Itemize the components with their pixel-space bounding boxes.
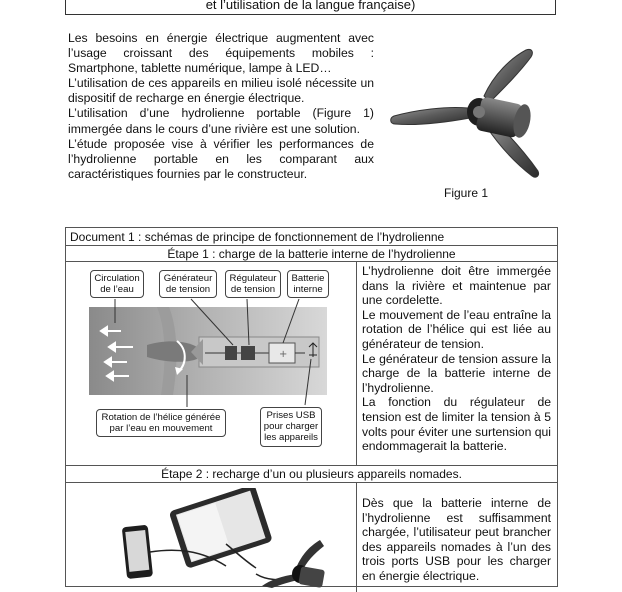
table-divider bbox=[66, 482, 557, 483]
etape1-paragraph: Le mouvement de l’eau entraîne la rotation de l’hélice qui est liée au générateur de tension. bbox=[362, 307, 551, 351]
intro-paragraph: L’utilisation d’une hydrolienne portable (Figure 1) immergée dans le cours d’une rivière est une solution. bbox=[68, 106, 374, 136]
etape1-paragraph: L’hydrolienne doit être immergée dans la rivière et maintenue par une cordelette. bbox=[362, 264, 551, 308]
document-title: Document 1 : schémas de principe de fonctionnement de l’hydrolienne bbox=[70, 230, 445, 244]
hydrolienne-figure bbox=[386, 44, 556, 184]
document-table bbox=[65, 227, 558, 587]
etape1-paragraph: Le générateur de tension assure la charge de la batterie interne de l’hydrolienne. bbox=[362, 351, 551, 395]
callout-generateur: Générateur de tension bbox=[159, 270, 217, 298]
callout-circulation: Circulation de l’eau bbox=[90, 270, 144, 298]
etape2-text bbox=[362, 496, 551, 584]
table-divider bbox=[66, 465, 557, 466]
etape2-heading: Étape 2 : recharge d’un ou plusieurs appareils nomades. bbox=[161, 467, 462, 481]
table-divider bbox=[66, 261, 557, 262]
table-divider bbox=[66, 245, 557, 246]
etape1-paragraph: La fonction du régulateur de tension est de limiter la tension à 5 volts pour éviter une surtension qui endommagerait la batterie. bbox=[362, 395, 552, 454]
callout-regulateur: Régulateur de tension bbox=[225, 270, 281, 298]
intro-text bbox=[68, 31, 374, 182]
callout-rotation: Rotation de l’hélice générée par l’eau en mouvement bbox=[96, 409, 226, 437]
intro-paragraph: L’étude proposée vise à vérifier les performances de l’hydrolienne portable en les comparant aux caractéristiques fournies par le constructeur. bbox=[68, 136, 374, 181]
intro-paragraph: L’utilisation de ces appareils en milieu isolé nécessite un dispositif de recharge en énergie électrique. bbox=[68, 76, 374, 106]
etape2-illustration bbox=[106, 488, 336, 588]
callout-prises-usb: Prises USB pour charger les appareils bbox=[260, 407, 322, 447]
etape1-diagram bbox=[87, 267, 339, 450]
intro-paragraph: Les besoins en énergie électrique augmentent avec l’usage croissant des équipements mobiles : Smartphone, tablette numérique, lampe à LED… bbox=[68, 31, 374, 76]
section-title-box bbox=[65, 0, 556, 15]
svg-text:+: + bbox=[279, 349, 288, 360]
figure-caption: Figure 1 bbox=[444, 186, 489, 200]
callout-batterie: Batterie interne bbox=[287, 270, 329, 298]
etape1-heading: Étape 1 : charge de la batterie interne de l’hydrolienne bbox=[167, 247, 456, 261]
etape1-text bbox=[362, 264, 551, 454]
table-divider bbox=[356, 261, 357, 465]
etape2-paragraph: Dès que la batterie interne de l’hydrolienne est suffisamment chargée, l’utilisateur peut brancher des appareils nomades à l’un des trois ports USB pour les charger en énergie électrique. bbox=[362, 496, 551, 583]
section-title: et l’utilisation de la langue française) bbox=[205, 0, 416, 12]
